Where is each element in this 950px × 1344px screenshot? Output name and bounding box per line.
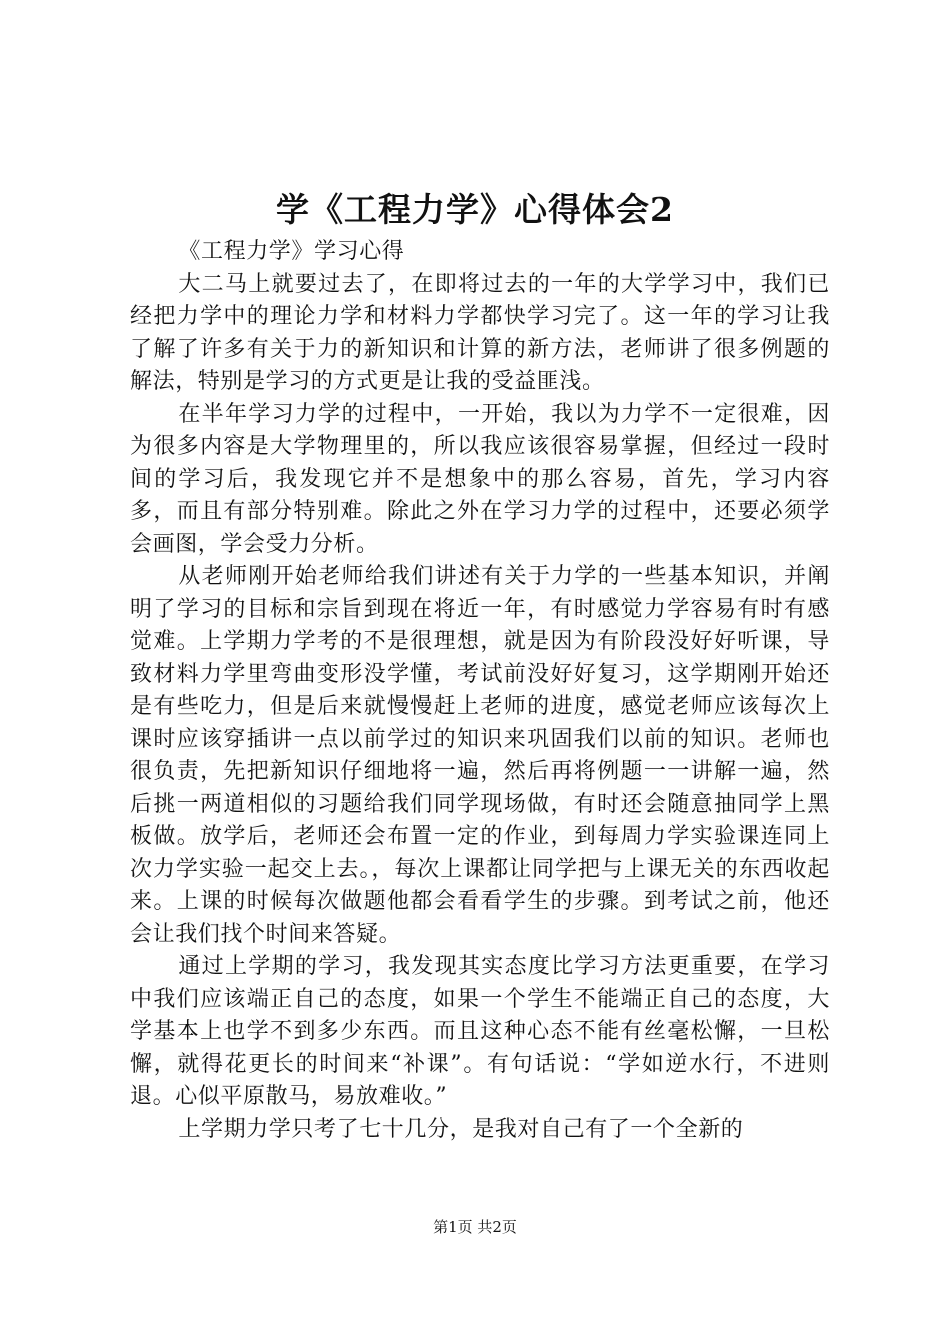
document-title: 学《工程力学》心得体会2 (276, 190, 674, 229)
paragraph-3: 从老师刚开始老师给我们讲述有关于力学的一些基本知识，并阐明了学习的目标和宗旨到现在将近一年，有时感觉力学容易有时有感觉难。上学期力学考的不是很理想，就是因为有阶段没好好听课，导致材料力学里弯曲变形没学懂，考试前没好好复习，这学期刚开始还是有些吃力，但是后来就慢慢赶上老师的进度，感觉老师应该每次上课时应该穿插讲一点以前学过的知识来巩固我们以前的知识。老师也很负责，先把新知识仔细地将一遍，然后再将例题一一讲解一遍，然后挑一两道相似的习题给我们同学现场做，有时还会随意抽同学上黑板做。放学后，老师还会布置一定的作业，到每周力学实验课连同上次力学实验一起交上去。，每次上课都让同学把与上课无关的东西收起来。上课的时候每次做题他都会看看学生的步骤。到考试之前，他还会让我们找个时间来答疑。 (130, 564, 830, 947)
document-body (130, 236, 830, 1146)
paragraph-1: 大二马上就要过去了，在即将过去的一年的大学学习中，我们已经把力学中的理论力学和材料力学都快学习完了。这一年的学习让我了解了许多有关于力的新知识和计算的新方法，老师讲了很多例题的解法，特别是学习的方式更是让我的受益匪浅。 (130, 271, 830, 394)
paragraph-4: 通过上学期的学习，我发现其实态度比学习方法更重要，在学习中我们应该端正自己的态度，如果一个学生不能端正自己的态度，大学基本上也学不到多少东西。而且这种心态不能有丝毫松懈，一旦松懈，就得花更长的时间来“补课”。有句话说：“学如逆水行，不进则退。心似平原散马，易放难收。” (130, 954, 830, 1109)
page-number-footer: 第1页 共2页 (433, 1218, 517, 1236)
paragraph-5: 上学期力学只考了七十几分，是我对自己有了一个全新的 (178, 1116, 744, 1142)
paragraph-subtitle: 《工程力学》学习心得 (178, 239, 405, 264)
paragraph-2: 在半年学习力学的过程中，一开始，我以为力学不一定很难，因为很多内容是大学物理里的，所以我应该很容易掌握，但经过一段时间的学习后，我发现它并不是想象中的那么容易，首先，学习内容多，而且有部分特别难。除此之外在学习力学的过程中，还要必须学会画图，学会受力分析。 (130, 401, 830, 557)
